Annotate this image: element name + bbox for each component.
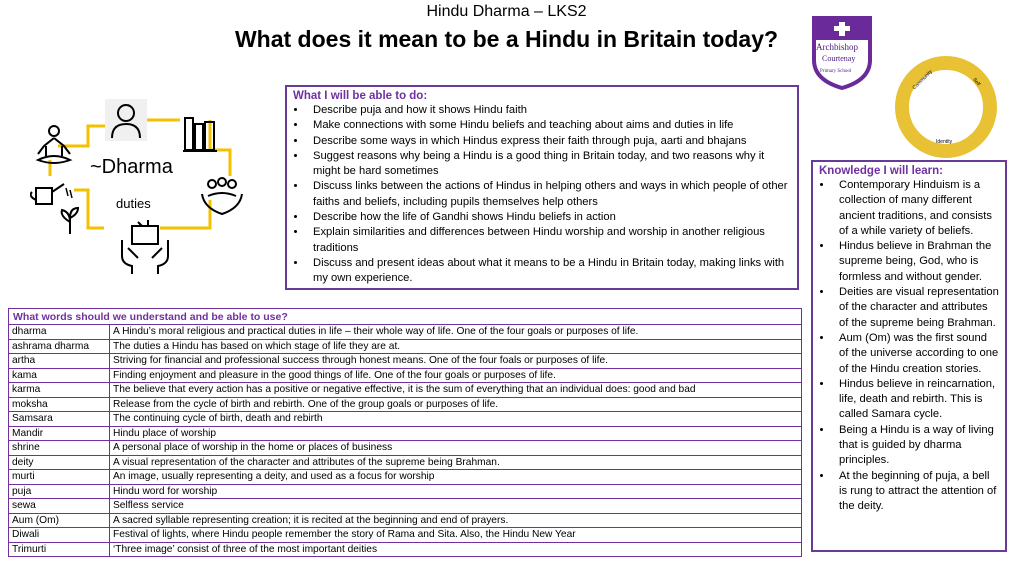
vocab-definition: A sacred syllable representing creation; it is recited at the beginning and end of prayers. bbox=[110, 513, 802, 528]
vocab-term: Aum (Om) bbox=[9, 513, 110, 528]
knowledge-item: • At the beginning of puja, a bell is rung to attract the attention of the deity. bbox=[833, 469, 999, 515]
vocabulary-table bbox=[8, 308, 802, 557]
community-hands-icon bbox=[200, 176, 244, 216]
vocab-term: Trimurti bbox=[9, 542, 110, 556]
knowledge-item: • Being a Hindu is a way of living that is guided by dharma principles. bbox=[833, 423, 999, 469]
knowledge-item: • Aum (Om) was the first sound of the universe according to one of the Hindu creation stories. bbox=[833, 331, 999, 377]
vocab-definition: Hindu word for worship bbox=[110, 484, 802, 499]
knowledge-item: • Hindus believe in Brahman the supreme being, God, who is formless and without gender. bbox=[833, 239, 999, 285]
vocab-term: ashrama dharma bbox=[9, 339, 110, 354]
vocab-definition: ‘Three image’ consist of three of the most important deities bbox=[113, 543, 378, 555]
vocabulary-rows bbox=[9, 325, 801, 556]
learning-goals-box bbox=[285, 85, 799, 290]
books-icon bbox=[182, 114, 218, 152]
watering-can-icon bbox=[30, 178, 80, 238]
table-row bbox=[9, 354, 801, 369]
vocab-term: Samsara bbox=[9, 412, 110, 427]
goal-item: • Describe how the life of Gandhi shows Hindu beliefs in action bbox=[307, 210, 791, 225]
vocab-definition: Festival of lights, where Hindu people remember the story of Rama and Sita. Also, the Hindu New Year bbox=[110, 528, 802, 543]
dharma-graphic bbox=[20, 90, 280, 290]
meditation-icon bbox=[32, 124, 76, 168]
circle-label-identity: Identity bbox=[936, 139, 953, 145]
vocab-term: Mandir bbox=[9, 426, 110, 441]
table-row bbox=[9, 441, 801, 456]
goal-item: • Explain similarities and differences between Hindu worship and worship in another religious traditions bbox=[307, 225, 791, 256]
table-row bbox=[9, 383, 801, 398]
table-row bbox=[9, 484, 801, 499]
vocab-definition: Finding enjoyment and pleasure in the good things of life. One of the four goals or purposes of life. bbox=[110, 368, 802, 383]
table-row bbox=[9, 528, 801, 543]
vocab-definition: The believe that every action has a positive or negative effective, it is the sum of everything that an individual does: good and bad bbox=[110, 383, 802, 398]
table-row bbox=[9, 325, 801, 339]
vocab-term: shrine bbox=[9, 441, 110, 456]
knowledge-item: • Hindus believe in reincarnation, life, death and rebirth. This is called Samara cycle. bbox=[833, 377, 999, 423]
vocab-definition: Release from the cycle of birth and rebirth. One of the group goals or purposes of life. bbox=[110, 397, 802, 412]
vocab-term: kama bbox=[9, 368, 110, 383]
table-row bbox=[9, 426, 801, 441]
goal-item: • Discuss links between the actions of Hindus in helping others and ways in which people of other faiths and beliefs, including pupils themselves help others bbox=[307, 179, 791, 210]
values-circle bbox=[892, 53, 1000, 161]
table-row bbox=[9, 499, 801, 514]
vocab-term: puja bbox=[9, 484, 110, 499]
giving-hands-icon bbox=[118, 218, 172, 276]
vocabulary-heading: What words should we understand and be able to use? bbox=[9, 309, 801, 325]
table-row bbox=[9, 455, 801, 470]
knowledge-item: • Deities are visual representation of the character and attributes of the supreme being Brahman. bbox=[833, 285, 999, 331]
table-row bbox=[9, 339, 801, 354]
goal-item: • Discuss and present ideas about what it means to be a Hindu in Britain today, making links with my own experience. bbox=[307, 256, 791, 287]
vocab-definition: The duties a Hindu has based on which stage of life they are at. bbox=[110, 339, 802, 354]
vocab-definition: Hindu place of worship bbox=[110, 426, 802, 441]
vocab-definition: A personal place of worship in the home or places of business bbox=[110, 441, 802, 456]
goal-item: • Describe puja and how it shows Hindu faith bbox=[307, 103, 791, 118]
table-row bbox=[9, 368, 801, 383]
vocab-term: Diwali bbox=[9, 528, 110, 543]
table-row bbox=[9, 513, 801, 528]
table-row bbox=[9, 470, 801, 485]
vocab-term: deity bbox=[9, 455, 110, 470]
knowledge-heading: Knowledge I will learn: bbox=[819, 165, 943, 177]
vocab-definition: Striving for financial and professional success through honest means. One of the four foals or purposes of life. bbox=[110, 354, 802, 369]
duties-label: duties bbox=[116, 196, 151, 211]
person-icon bbox=[104, 98, 148, 142]
goal-item: • Describe some ways in which Hindus express their faith through puja, aarti and bhajans bbox=[307, 134, 791, 149]
circle-label-self: Self bbox=[971, 76, 982, 88]
vocab-term: artha bbox=[9, 354, 110, 369]
goals-list bbox=[293, 103, 791, 287]
logo-text-1: Archbishop bbox=[816, 42, 858, 52]
vocab-term: moksha bbox=[9, 397, 110, 412]
knowledge-item: • Contemporary Hinduism is a collection of many different ancient traditions, and consists of a while variety of beliefs. bbox=[833, 178, 999, 239]
vocab-term: dharma bbox=[9, 325, 110, 339]
page-subtitle: Hindu Dharma – LKS2 bbox=[426, 3, 587, 20]
goal-item: • Make connections with some Hindu beliefs and teaching about aims and duties in life bbox=[307, 118, 791, 133]
school-logo bbox=[810, 14, 874, 90]
table-row bbox=[9, 542, 801, 556]
table-row bbox=[9, 397, 801, 412]
vocab-definition: A visual representation of the character and attributes of the supreme being Brahman. bbox=[110, 455, 802, 470]
vocab-term: karma bbox=[9, 383, 110, 398]
vocab-term: sewa bbox=[9, 499, 110, 514]
vocab-definition: An image, usually representing a deity, and used as a focus for worship bbox=[110, 470, 802, 485]
goal-item: • Suggest reasons why being a Hindu is a good thing in Britain today, and two reasons why it might be hard sometimes bbox=[307, 149, 791, 180]
vocab-definition: Selfless service bbox=[110, 499, 802, 514]
dharma-label: ~Dharma bbox=[90, 156, 173, 178]
vocab-term: murti bbox=[9, 470, 110, 485]
knowledge-box bbox=[811, 160, 1007, 552]
table-row bbox=[9, 412, 801, 427]
circle-label-community: Community bbox=[911, 68, 934, 92]
page-title: What does it mean to be a Hindu in Britain today? bbox=[234, 26, 779, 52]
goals-heading: What I will be able to do: bbox=[293, 90, 428, 102]
vocab-definition: A Hindu’s moral religious and practical duties in life – their whole way of life. One of the four goals or purposes of life. bbox=[110, 325, 802, 339]
logo-text-3: Primary School bbox=[820, 69, 852, 74]
logo-text-2: Courtenay bbox=[822, 54, 856, 63]
vocab-definition: The continuing cycle of birth, death and rebirth bbox=[110, 412, 802, 427]
knowledge-list bbox=[819, 178, 999, 515]
